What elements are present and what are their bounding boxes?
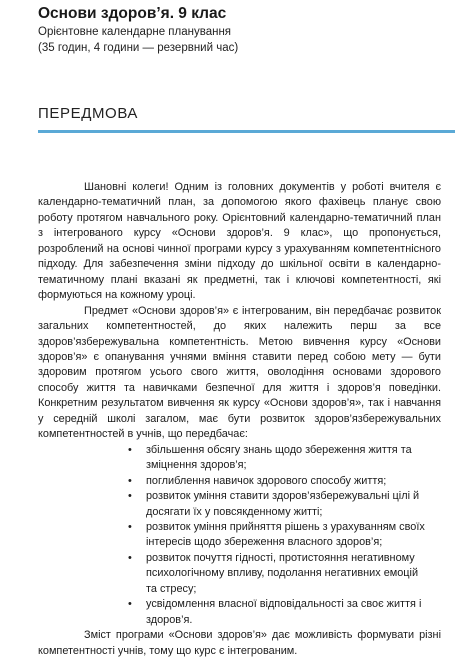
document-body — [38, 180, 441, 659]
list-item-text: розвиток уміння прийняття рішень з урахуванням своїх інтересів щодо збереження власного здоров’я; — [146, 520, 425, 549]
bullet-icon: • — [128, 474, 132, 487]
bullet-icon: • — [128, 443, 132, 456]
bullet-icon: • — [128, 598, 132, 611]
list-item — [38, 443, 441, 474]
competence-list — [38, 443, 441, 628]
paragraph-summary: Зміст програми «Основи здоров’я» дає можливість формувати різні компетентності учнів, тому що курс є інтегрованим. — [38, 629, 441, 657]
list-item-text: збільшення обсягу знань щодо збереження життя та зміцнення здоров’я; — [146, 443, 412, 472]
list-item-text: поглиблення навичок здорового способу життя; — [146, 474, 387, 487]
list-item — [38, 597, 441, 628]
list-item — [38, 474, 441, 489]
list-item-text: розвиток уміння ставити здоров’язбережувальні цілі й досягати їх у повсякденному житті; — [146, 490, 420, 518]
bullet-icon: • — [128, 520, 132, 533]
section-heading — [38, 104, 455, 133]
paragraph-intro: Шановні колеги! Одним із головних документів у роботі вчителя є календарно-тематичний план, за допомогою якого фахівець планує свою роботу протягом навчального року. Орієнтовний календарно-тематичний план з інтегрованого курсу «Основи здоров’я. 9 клас», що пропонується, розроблений на основі чинної програми курсу з урахуванням компетентнісного підходу. Для забезпечення зміни підходу до шкільної освіти в календарно-тематичному плані вказані як предметні, так і ключові компетентності, які формуються на кожному уроці. — [38, 181, 441, 302]
section-divider — [38, 130, 455, 133]
document-title: Основи здоров’я. 9 клас — [38, 5, 227, 22]
section-title: ПЕРЕДМОВА — [38, 105, 139, 122]
bullet-icon: • — [128, 490, 132, 503]
paragraph-subject: Предмет «Основи здоров’я» є інтегрованим, він передбачає розвиток загальних компетентностей, до яких належить перш за все здоров’язбережувальна компетентність. Метою вивчення курсу «Основи здоров’я» є опанування учнями вміння ставити перед собою мету — бути здоровим протягом усього свого життя, оволодіння основами здорового способу життя та навичками безпечної для життя і здоров’я поведінки. Конкретним результатом вивчення як курсу «Основи здоров’я», так і навчання у середній школі загалом, має бути розвиток здоров’язбережувальних компетентностей в учнів, що передбачає: — [38, 304, 441, 441]
list-item — [38, 520, 441, 551]
document-hours-note: (35 годин, 4 години — резервний час) — [38, 42, 239, 54]
list-item — [38, 551, 441, 597]
document-subtitle: Орієнтовне календарне планування — [38, 26, 232, 38]
bullet-icon: • — [128, 551, 132, 564]
list-item — [38, 489, 441, 520]
list-item-text: розвиток почуття гідності, протистояння негативному психологічному впливу, подолання негативних емоцій та стресу; — [146, 551, 419, 595]
list-item-text: усвідомлення власної відповідальності за своє життя і здоров’я. — [146, 598, 422, 626]
page-header — [38, 4, 438, 56]
